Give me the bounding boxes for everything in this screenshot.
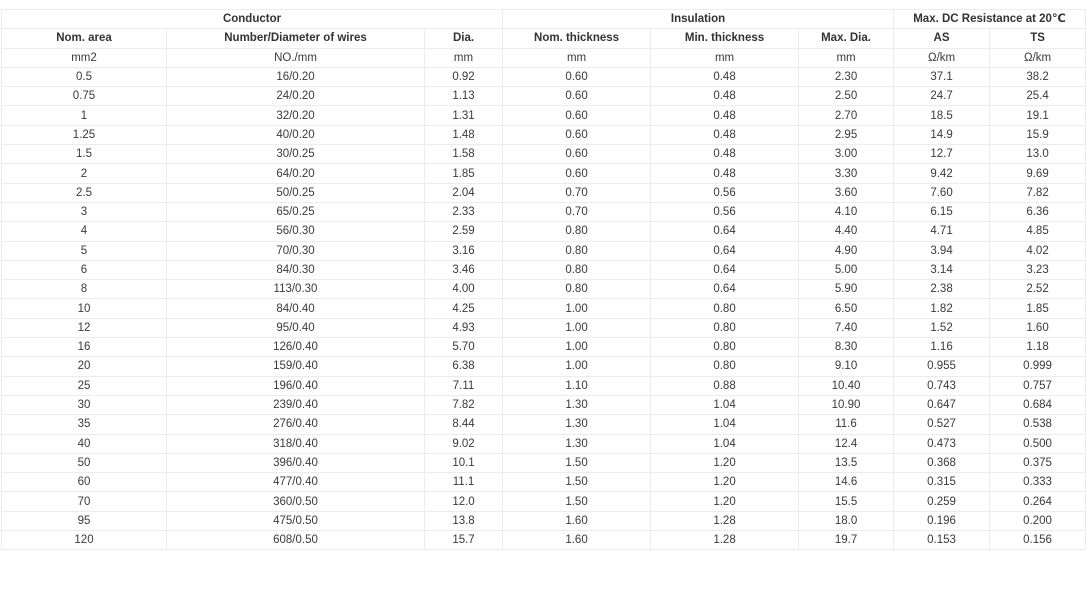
cell-nom-thickness: 1.50 bbox=[503, 473, 651, 492]
cell-max-dia: 3.00 bbox=[799, 145, 894, 164]
cell-nom-area: 4 bbox=[2, 222, 167, 241]
cell-min-thickness: 0.48 bbox=[651, 145, 799, 164]
cable-spec-table bbox=[1, 9, 1086, 550]
cell-dia: 3.46 bbox=[425, 260, 503, 279]
cell-nom-area: 35 bbox=[2, 415, 167, 434]
cell-nom-area: 16 bbox=[2, 338, 167, 357]
cell-resistance-as: 0.368 bbox=[894, 453, 990, 472]
ts-header: TS bbox=[990, 29, 1086, 48]
cell-max-dia: 4.90 bbox=[799, 241, 894, 260]
table-row bbox=[2, 415, 1086, 434]
unit-cell-resistance-as: Ω/km bbox=[894, 48, 990, 67]
table-row bbox=[2, 145, 1086, 164]
cell-min-thickness: 0.56 bbox=[651, 202, 799, 221]
cell-dia: 4.25 bbox=[425, 299, 503, 318]
cell-number-diameter: 84/0.40 bbox=[167, 299, 425, 318]
cell-min-thickness: 0.48 bbox=[651, 125, 799, 144]
cell-resistance-ts: 0.999 bbox=[990, 357, 1086, 376]
cell-resistance-as: 3.14 bbox=[894, 260, 990, 279]
cell-dia: 12.0 bbox=[425, 492, 503, 511]
cell-max-dia: 2.95 bbox=[799, 125, 894, 144]
cell-number-diameter: 113/0.30 bbox=[167, 280, 425, 299]
table-row bbox=[2, 87, 1086, 106]
cell-nom-thickness: 1.00 bbox=[503, 338, 651, 357]
cell-max-dia: 10.90 bbox=[799, 395, 894, 414]
cell-dia: 1.58 bbox=[425, 145, 503, 164]
cell-number-diameter: 396/0.40 bbox=[167, 453, 425, 472]
cell-dia: 2.59 bbox=[425, 222, 503, 241]
unit-cell-nom-thickness: mm bbox=[503, 48, 651, 67]
conductor-group-header: Conductor bbox=[2, 10, 503, 29]
cell-nom-area: 60 bbox=[2, 473, 167, 492]
cell-nom-area: 1.5 bbox=[2, 145, 167, 164]
dia-header: Dia. bbox=[425, 29, 503, 48]
cell-min-thickness: 0.64 bbox=[651, 222, 799, 241]
cell-resistance-ts: 7.82 bbox=[990, 183, 1086, 202]
cell-resistance-ts: 4.02 bbox=[990, 241, 1086, 260]
cell-max-dia: 13.5 bbox=[799, 453, 894, 472]
cell-dia: 1.85 bbox=[425, 164, 503, 183]
unit-cell-min-thickness: mm bbox=[651, 48, 799, 67]
cell-max-dia: 19.7 bbox=[799, 531, 894, 550]
cell-dia: 15.7 bbox=[425, 531, 503, 550]
cell-nom-area: 25 bbox=[2, 376, 167, 395]
cell-dia: 5.70 bbox=[425, 338, 503, 357]
cell-number-diameter: 64/0.20 bbox=[167, 164, 425, 183]
cell-dia: 0.92 bbox=[425, 67, 503, 86]
cell-resistance-ts: 13.0 bbox=[990, 145, 1086, 164]
cell-nom-area: 20 bbox=[2, 357, 167, 376]
cell-resistance-as: 0.743 bbox=[894, 376, 990, 395]
cell-number-diameter: 126/0.40 bbox=[167, 338, 425, 357]
cell-number-diameter: 32/0.20 bbox=[167, 106, 425, 125]
cell-number-diameter: 477/0.40 bbox=[167, 473, 425, 492]
cell-dia: 7.11 bbox=[425, 376, 503, 395]
cell-max-dia: 14.6 bbox=[799, 473, 894, 492]
cell-min-thickness: 0.80 bbox=[651, 357, 799, 376]
unit-cell-max-dia: mm bbox=[799, 48, 894, 67]
cell-number-diameter: 360/0.50 bbox=[167, 492, 425, 511]
cell-resistance-as: 0.196 bbox=[894, 511, 990, 530]
cell-min-thickness: 0.56 bbox=[651, 183, 799, 202]
cell-min-thickness: 0.48 bbox=[651, 67, 799, 86]
cell-number-diameter: 70/0.30 bbox=[167, 241, 425, 260]
cell-min-thickness: 0.64 bbox=[651, 241, 799, 260]
cell-nom-area: 40 bbox=[2, 434, 167, 453]
cell-resistance-as: 1.16 bbox=[894, 338, 990, 357]
table-row bbox=[2, 241, 1086, 260]
cell-resistance-as: 0.955 bbox=[894, 357, 990, 376]
cell-max-dia: 11.6 bbox=[799, 415, 894, 434]
cell-max-dia: 10.40 bbox=[799, 376, 894, 395]
max-dia-header: Max. Dia. bbox=[799, 29, 894, 48]
cell-nom-thickness: 0.60 bbox=[503, 125, 651, 144]
table-row bbox=[2, 202, 1086, 221]
cell-resistance-ts: 6.36 bbox=[990, 202, 1086, 221]
cell-nom-area: 6 bbox=[2, 260, 167, 279]
cell-max-dia: 3.60 bbox=[799, 183, 894, 202]
cell-nom-thickness: 0.60 bbox=[503, 106, 651, 125]
cell-resistance-as: 18.5 bbox=[894, 106, 990, 125]
cell-resistance-as: 0.473 bbox=[894, 434, 990, 453]
cell-min-thickness: 0.80 bbox=[651, 318, 799, 337]
table-row bbox=[2, 338, 1086, 357]
table-row bbox=[2, 125, 1086, 144]
table-body bbox=[2, 48, 1086, 550]
cell-nom-area: 70 bbox=[2, 492, 167, 511]
cell-min-thickness: 1.20 bbox=[651, 453, 799, 472]
cell-dia: 7.82 bbox=[425, 395, 503, 414]
cell-resistance-as: 12.7 bbox=[894, 145, 990, 164]
cell-nom-area: 3 bbox=[2, 202, 167, 221]
cell-nom-area: 95 bbox=[2, 511, 167, 530]
cell-number-diameter: 40/0.20 bbox=[167, 125, 425, 144]
cell-resistance-as: 37.1 bbox=[894, 67, 990, 86]
cell-nom-thickness: 0.70 bbox=[503, 183, 651, 202]
cell-resistance-ts: 15.9 bbox=[990, 125, 1086, 144]
header-group-row bbox=[2, 10, 1086, 29]
cell-max-dia: 2.70 bbox=[799, 106, 894, 125]
cell-min-thickness: 0.48 bbox=[651, 164, 799, 183]
table-row bbox=[2, 260, 1086, 279]
cell-nom-area: 1 bbox=[2, 106, 167, 125]
cell-resistance-ts: 3.23 bbox=[990, 260, 1086, 279]
cell-min-thickness: 1.04 bbox=[651, 395, 799, 414]
cell-resistance-ts: 9.69 bbox=[990, 164, 1086, 183]
cell-resistance-as: 14.9 bbox=[894, 125, 990, 144]
nom-thickness-header: Nom. thickness bbox=[503, 29, 651, 48]
cell-nom-area: 2 bbox=[2, 164, 167, 183]
cell-number-diameter: 16/0.20 bbox=[167, 67, 425, 86]
cell-resistance-as: 9.42 bbox=[894, 164, 990, 183]
cell-max-dia: 15.5 bbox=[799, 492, 894, 511]
cell-resistance-ts: 4.85 bbox=[990, 222, 1086, 241]
cell-nom-area: 2.5 bbox=[2, 183, 167, 202]
cell-number-diameter: 30/0.25 bbox=[167, 145, 425, 164]
cell-dia: 1.48 bbox=[425, 125, 503, 144]
cell-min-thickness: 1.04 bbox=[651, 415, 799, 434]
unit-cell-dia: mm bbox=[425, 48, 503, 67]
cell-max-dia: 9.10 bbox=[799, 357, 894, 376]
cell-nom-thickness: 0.60 bbox=[503, 87, 651, 106]
cell-min-thickness: 0.64 bbox=[651, 260, 799, 279]
cell-dia: 3.16 bbox=[425, 241, 503, 260]
table-row bbox=[2, 395, 1086, 414]
table-row bbox=[2, 492, 1086, 511]
cell-max-dia: 8.30 bbox=[799, 338, 894, 357]
unit-cell-nom-area: mm2 bbox=[2, 48, 167, 67]
cell-nom-thickness: 1.50 bbox=[503, 492, 651, 511]
min-thickness-header: Min. thickness bbox=[651, 29, 799, 48]
cell-min-thickness: 0.48 bbox=[651, 87, 799, 106]
cell-dia: 4.00 bbox=[425, 280, 503, 299]
cell-nom-thickness: 0.80 bbox=[503, 222, 651, 241]
cell-max-dia: 7.40 bbox=[799, 318, 894, 337]
cell-dia: 13.8 bbox=[425, 511, 503, 530]
cell-number-diameter: 95/0.40 bbox=[167, 318, 425, 337]
cell-max-dia: 3.30 bbox=[799, 164, 894, 183]
cell-nom-thickness: 1.30 bbox=[503, 395, 651, 414]
cell-max-dia: 5.90 bbox=[799, 280, 894, 299]
cell-resistance-as: 0.527 bbox=[894, 415, 990, 434]
cell-max-dia: 6.50 bbox=[799, 299, 894, 318]
cell-number-diameter: 276/0.40 bbox=[167, 415, 425, 434]
cell-number-diameter: 318/0.40 bbox=[167, 434, 425, 453]
cell-number-diameter: 475/0.50 bbox=[167, 511, 425, 530]
cell-resistance-as: 0.647 bbox=[894, 395, 990, 414]
cell-resistance-as: 0.259 bbox=[894, 492, 990, 511]
cell-max-dia: 4.10 bbox=[799, 202, 894, 221]
cell-nom-thickness: 0.80 bbox=[503, 260, 651, 279]
cell-dia: 1.31 bbox=[425, 106, 503, 125]
cell-resistance-ts: 1.85 bbox=[990, 299, 1086, 318]
cell-resistance-ts: 0.757 bbox=[990, 376, 1086, 395]
table-row bbox=[2, 106, 1086, 125]
cell-dia: 6.38 bbox=[425, 357, 503, 376]
cell-number-diameter: 239/0.40 bbox=[167, 395, 425, 414]
units-row bbox=[2, 48, 1086, 67]
cell-number-diameter: 56/0.30 bbox=[167, 222, 425, 241]
cell-resistance-as: 3.94 bbox=[894, 241, 990, 260]
cell-resistance-ts: 1.18 bbox=[990, 338, 1086, 357]
table-row bbox=[2, 67, 1086, 86]
cell-nom-area: 30 bbox=[2, 395, 167, 414]
cell-dia: 2.33 bbox=[425, 202, 503, 221]
as-header: AS bbox=[894, 29, 990, 48]
cell-number-diameter: 608/0.50 bbox=[167, 531, 425, 550]
table-row bbox=[2, 357, 1086, 376]
table-row bbox=[2, 164, 1086, 183]
cell-resistance-ts: 0.156 bbox=[990, 531, 1086, 550]
cell-number-diameter: 24/0.20 bbox=[167, 87, 425, 106]
unit-cell-resistance-ts: Ω/km bbox=[990, 48, 1086, 67]
cell-resistance-ts: 19.1 bbox=[990, 106, 1086, 125]
cell-nom-area: 10 bbox=[2, 299, 167, 318]
resistance-group-header: Max. DC Resistance at 20℃ bbox=[894, 10, 1086, 29]
cell-nom-area: 1.25 bbox=[2, 125, 167, 144]
table-row bbox=[2, 183, 1086, 202]
table-row bbox=[2, 434, 1086, 453]
table-row bbox=[2, 280, 1086, 299]
cell-nom-thickness: 1.10 bbox=[503, 376, 651, 395]
cell-resistance-ts: 0.375 bbox=[990, 453, 1086, 472]
cell-nom-area: 0.5 bbox=[2, 67, 167, 86]
cell-nom-area: 12 bbox=[2, 318, 167, 337]
table-row bbox=[2, 299, 1086, 318]
cell-min-thickness: 0.64 bbox=[651, 280, 799, 299]
cell-resistance-ts: 25.4 bbox=[990, 87, 1086, 106]
cell-nom-thickness: 1.60 bbox=[503, 511, 651, 530]
cell-dia: 1.13 bbox=[425, 87, 503, 106]
cell-max-dia: 2.30 bbox=[799, 67, 894, 86]
cell-resistance-as: 7.60 bbox=[894, 183, 990, 202]
cell-nom-area: 120 bbox=[2, 531, 167, 550]
cell-nom-thickness: 1.30 bbox=[503, 434, 651, 453]
cell-nom-thickness: 0.60 bbox=[503, 164, 651, 183]
cell-nom-area: 8 bbox=[2, 280, 167, 299]
cell-nom-thickness: 1.00 bbox=[503, 299, 651, 318]
table-row bbox=[2, 453, 1086, 472]
cell-number-diameter: 50/0.25 bbox=[167, 183, 425, 202]
table-row bbox=[2, 376, 1086, 395]
cell-resistance-ts: 0.538 bbox=[990, 415, 1086, 434]
cell-min-thickness: 0.88 bbox=[651, 376, 799, 395]
unit-cell-number-diameter: NO./mm bbox=[167, 48, 425, 67]
cell-min-thickness: 0.48 bbox=[651, 106, 799, 125]
cell-max-dia: 2.50 bbox=[799, 87, 894, 106]
cell-resistance-as: 1.82 bbox=[894, 299, 990, 318]
cell-nom-thickness: 1.60 bbox=[503, 531, 651, 550]
number-diameter-header: Number/Diameter of wires bbox=[167, 29, 425, 48]
table-row bbox=[2, 318, 1086, 337]
cell-nom-thickness: 1.00 bbox=[503, 357, 651, 376]
cell-min-thickness: 1.20 bbox=[651, 473, 799, 492]
cell-resistance-as: 4.71 bbox=[894, 222, 990, 241]
cell-number-diameter: 84/0.30 bbox=[167, 260, 425, 279]
cell-min-thickness: 0.80 bbox=[651, 338, 799, 357]
cell-number-diameter: 159/0.40 bbox=[167, 357, 425, 376]
cell-nom-area: 5 bbox=[2, 241, 167, 260]
cell-resistance-ts: 0.200 bbox=[990, 511, 1086, 530]
cell-nom-thickness: 1.30 bbox=[503, 415, 651, 434]
cell-resistance-ts: 2.52 bbox=[990, 280, 1086, 299]
cell-nom-area: 0.75 bbox=[2, 87, 167, 106]
table-header bbox=[2, 10, 1086, 49]
cell-resistance-ts: 0.333 bbox=[990, 473, 1086, 492]
cell-min-thickness: 1.04 bbox=[651, 434, 799, 453]
table-row bbox=[2, 222, 1086, 241]
cell-min-thickness: 0.80 bbox=[651, 299, 799, 318]
table-row bbox=[2, 473, 1086, 492]
cell-resistance-ts: 1.60 bbox=[990, 318, 1086, 337]
cell-resistance-ts: 38.2 bbox=[990, 67, 1086, 86]
cell-resistance-as: 1.52 bbox=[894, 318, 990, 337]
cell-number-diameter: 65/0.25 bbox=[167, 202, 425, 221]
nom-area-header: Nom. area bbox=[2, 29, 167, 48]
cell-dia: 11.1 bbox=[425, 473, 503, 492]
cell-resistance-as: 24.7 bbox=[894, 87, 990, 106]
cell-resistance-as: 0.153 bbox=[894, 531, 990, 550]
cell-dia: 9.02 bbox=[425, 434, 503, 453]
insulation-group-header: Insulation bbox=[503, 10, 894, 29]
cell-dia: 2.04 bbox=[425, 183, 503, 202]
cell-resistance-as: 0.315 bbox=[894, 473, 990, 492]
cell-resistance-as: 2.38 bbox=[894, 280, 990, 299]
cell-nom-thickness: 0.70 bbox=[503, 202, 651, 221]
table-row bbox=[2, 511, 1086, 530]
cell-min-thickness: 1.28 bbox=[651, 531, 799, 550]
cell-resistance-as: 6.15 bbox=[894, 202, 990, 221]
cell-nom-thickness: 1.00 bbox=[503, 318, 651, 337]
cell-resistance-ts: 0.500 bbox=[990, 434, 1086, 453]
cell-resistance-ts: 0.684 bbox=[990, 395, 1086, 414]
table-row bbox=[2, 531, 1086, 550]
cell-min-thickness: 1.20 bbox=[651, 492, 799, 511]
cell-max-dia: 5.00 bbox=[799, 260, 894, 279]
cell-resistance-ts: 0.264 bbox=[990, 492, 1086, 511]
cell-max-dia: 12.4 bbox=[799, 434, 894, 453]
cell-dia: 8.44 bbox=[425, 415, 503, 434]
cell-nom-area: 50 bbox=[2, 453, 167, 472]
cell-dia: 4.93 bbox=[425, 318, 503, 337]
cell-max-dia: 18.0 bbox=[799, 511, 894, 530]
cell-number-diameter: 196/0.40 bbox=[167, 376, 425, 395]
cell-max-dia: 4.40 bbox=[799, 222, 894, 241]
cell-nom-thickness: 0.60 bbox=[503, 67, 651, 86]
cell-min-thickness: 1.28 bbox=[651, 511, 799, 530]
cell-nom-thickness: 0.80 bbox=[503, 280, 651, 299]
cell-nom-thickness: 1.50 bbox=[503, 453, 651, 472]
cell-nom-thickness: 0.60 bbox=[503, 145, 651, 164]
cell-dia: 10.1 bbox=[425, 453, 503, 472]
cell-nom-thickness: 0.80 bbox=[503, 241, 651, 260]
